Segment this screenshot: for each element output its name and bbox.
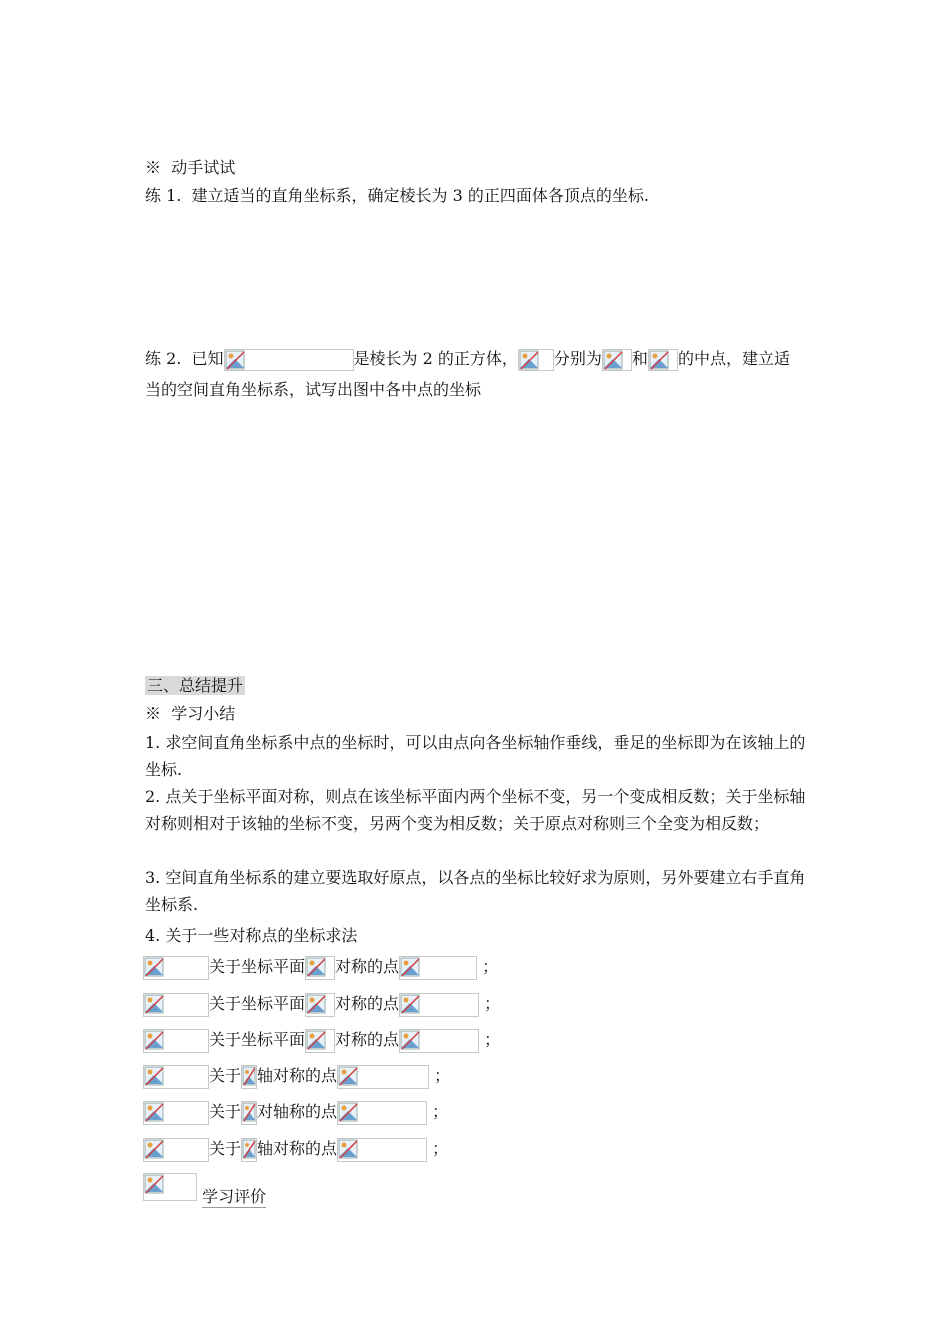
section-try-title: 动手试试 [171,158,236,177]
broken-image-icon [242,1066,256,1086]
symmetry-end: ； [434,1066,451,1085]
broken-image-icon [306,994,326,1014]
symmetry-text: 轴对称的点 [257,1066,338,1085]
formula-image [337,1101,427,1125]
symmetry-row [143,955,498,981]
exercise-2-label: 练 2. [145,349,182,368]
formula-image [143,1029,209,1053]
symmetry-text: 关于坐标平面 [209,994,306,1013]
formula-image [602,349,632,371]
symmetry-text: 关于坐标平面 [209,957,306,976]
broken-image-icon [144,957,164,977]
exercise-2-text: 是棱长为 2 的正方体， [353,349,518,368]
evaluation-label: 学习评价 [202,1186,267,1206]
symmetry-row [143,1064,450,1090]
exercise-2-line-2 [145,380,481,400]
reference-mark: ※ [145,704,162,723]
broken-image-icon [306,957,326,977]
symmetry-row [143,992,500,1018]
formula-image [143,1065,209,1089]
exercise-2-text: 当的空间直角坐标系，试写出图中各中点的坐标 [145,380,482,399]
summary-point-4: 4. 关于一些对称点的坐标求法 [145,926,358,945]
formula-image [241,1101,257,1125]
symmetry-end: ； [484,994,501,1013]
broken-image-icon [144,1102,164,1122]
formula-image [648,349,678,371]
broken-image-icon [400,994,420,1014]
broken-image-icon [144,1139,164,1159]
broken-image-icon [400,957,420,977]
formula-image [399,1029,479,1053]
exercise-2-text: 的中点，建立适 [677,349,790,368]
formula-image [337,1138,427,1162]
symmetry-text: 对轴称的点 [257,1102,338,1121]
symmetry-text: 对称的点 [335,994,400,1013]
formula-image [399,956,477,980]
symmetry-text: 关于 [209,1139,242,1158]
symmetry-end: ； [432,1139,449,1158]
summary-heading [145,704,235,724]
formula-image [143,956,209,980]
formula-image [224,349,354,371]
formula-image [337,1065,429,1089]
formula-image [305,1029,335,1053]
symmetry-row [143,1137,448,1163]
broken-image-icon [306,1030,326,1050]
formula-image [143,1101,209,1125]
broken-image-icon [144,1066,164,1086]
formula-image [143,1138,209,1162]
symmetry-text: 对称的点 [335,957,400,976]
broken-image-icon [338,1102,358,1122]
broken-image-icon [649,350,669,370]
broken-image-icon [144,994,164,1014]
summary-point-3: 3. 空间直角坐标系的建立要选取好原点，以各点的坐标比较好求为原则，另外要建立右手直角坐标系. [145,868,806,914]
symmetry-end: ； [432,1102,449,1121]
summary-point-1: 1. 求空间直角坐标系中点的坐标时，可以由点向各坐标轴作垂线，垂足的坐标即为在该轴上的坐标. [145,733,806,779]
broken-image-icon [242,1102,256,1122]
symmetry-end: ； [484,1030,501,1049]
broken-image-icon [400,1030,420,1050]
symmetry-row [143,1100,448,1126]
exercise-2-text: 和 [631,349,648,368]
symmetry-text: 轴对称的点 [257,1139,338,1158]
symmetry-text: 关于 [209,1066,242,1085]
formula-image [399,993,479,1017]
exercise-2-text: 已知 [191,349,224,368]
exercise-2-text: 分别为 [553,349,602,368]
exercise-1-label: 练 1. [145,186,182,205]
formula-image [305,993,335,1017]
broken-image-icon [225,350,245,370]
reference-mark: ※ [145,158,162,177]
broken-image-icon [144,1030,164,1050]
broken-image-icon [603,350,623,370]
broken-image-icon [338,1139,358,1159]
summary-title: 学习小结 [171,704,236,723]
exercise-2-line-1 [145,347,790,371]
formula-image [305,956,335,980]
section-3-heading [145,676,245,696]
broken-image-icon [519,350,539,370]
broken-image-icon [242,1139,256,1159]
formula-image [518,349,554,371]
exercise-1-text: 建立适当的直角坐标系，确定棱长为 3 的正四面体各顶点的坐标. [191,186,649,205]
formula-image [241,1138,257,1162]
section-3-title: 三、总结提升 [147,676,244,695]
symmetry-text: 关于 [209,1102,242,1121]
evaluation-row [143,1173,266,1205]
broken-image-icon [144,1174,164,1194]
symmetry-text: 关于坐标平面 [209,1030,306,1049]
broken-image-icon [338,1066,358,1086]
symmetry-text: 对称的点 [335,1030,400,1049]
section-try-heading [145,158,235,178]
evaluation-image [143,1173,197,1201]
exercise-1 [145,186,649,206]
symmetry-end: ； [482,957,499,976]
summary-point-2: 2. 点关于坐标平面对称，则点在该坐标平面内两个坐标不变，另一个变成相反数；关于坐标轴对称则相对于该轴的坐标不变，另两个变为相反数；关于原点对称则三个全变为相反数； [145,787,806,833]
symmetry-row [143,1028,500,1054]
formula-image [143,993,209,1017]
formula-image [241,1065,257,1089]
